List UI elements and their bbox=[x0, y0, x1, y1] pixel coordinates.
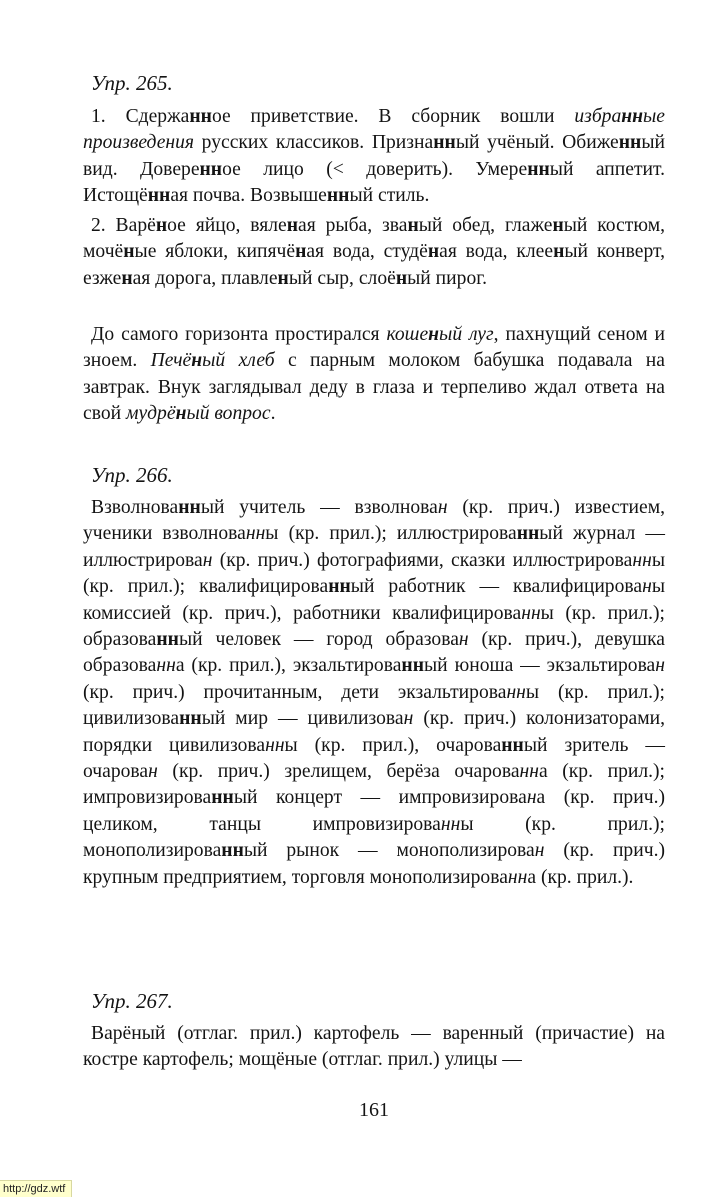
text-segment: ый зритель — очарова bbox=[83, 734, 670, 783]
text-segment: ое лицо (< доверить). Умере bbox=[222, 158, 528, 180]
text-segment: ый костюм, мочё bbox=[83, 215, 670, 263]
text-segment: (кр. прич.) известием, ученики взволнова bbox=[83, 497, 670, 545]
text-segment: Варёный (отглаг. прил.) картофель — варенный (причастие) на костре картофель; мощёные (отглаг. прил.) улицы — bbox=[83, 1023, 670, 1071]
text-segment: ый концерт — импровизирова bbox=[233, 787, 527, 809]
text-segment: ы (кр. прил.); квалифицирова bbox=[83, 549, 670, 598]
exercise-paragraph bbox=[83, 322, 670, 428]
text-segment: ый человек — город образова bbox=[178, 629, 459, 651]
exercise-paragraph bbox=[83, 495, 670, 891]
text-segment: мудрё bbox=[126, 403, 176, 425]
text-segment: нн bbox=[516, 523, 540, 545]
text-segment: Взволнова bbox=[91, 497, 179, 518]
text-segment: а (кр. прич.) целиком, танцы импровизирова bbox=[83, 787, 670, 835]
text-segment: н bbox=[148, 761, 158, 783]
text-segment: (кр. прич.) прочитанным, дети экзальтирова bbox=[83, 655, 670, 703]
text-segment: н bbox=[403, 708, 414, 730]
text-segment: нн bbox=[221, 840, 244, 862]
text-segment: 2. Варё bbox=[91, 215, 156, 236]
text-segment: нн bbox=[401, 655, 425, 677]
text-segment: н bbox=[642, 576, 652, 598]
text-segment: 1. Сдержа bbox=[91, 106, 190, 127]
text-segment: н bbox=[155, 215, 168, 236]
text-segment: нн bbox=[245, 523, 266, 545]
text-segment: коше bbox=[386, 324, 429, 345]
text-segment: н bbox=[552, 215, 564, 236]
text-segment: ое яйцо, вяле bbox=[167, 215, 287, 236]
text-segment: ы (кр. прил.); монополизирова bbox=[83, 813, 670, 862]
text-segment: н bbox=[395, 267, 408, 289]
text-segment: н bbox=[407, 215, 419, 236]
exercise-paragraph bbox=[83, 213, 670, 292]
text-segment: н bbox=[526, 787, 537, 809]
text-segment: ая вода, клее bbox=[439, 241, 554, 263]
text-segment: ый мир — цивилизова bbox=[201, 708, 404, 730]
text-segment: , пахнущий сеном и зноем. bbox=[83, 324, 670, 372]
text-segment: ый учёный. Обиже bbox=[455, 132, 619, 154]
text-segment: а (кр. прил.), экзальтирова bbox=[175, 655, 402, 677]
text-segment: нн bbox=[618, 132, 642, 154]
text-segment: н bbox=[534, 840, 545, 862]
text-segment: ый юноша — экзальтирова bbox=[424, 655, 656, 677]
text-segment: нн bbox=[156, 655, 176, 677]
text-segment: а (кр. прил.). bbox=[527, 866, 634, 888]
text-segment: нн bbox=[156, 629, 179, 651]
text-segment: ый хлеб bbox=[202, 350, 275, 372]
text-segment: ые произведения bbox=[83, 106, 665, 154]
text-segment: нн bbox=[147, 185, 171, 207]
text-segment: ый обед, глаже bbox=[418, 215, 553, 236]
text-segment: нн bbox=[199, 158, 223, 180]
text-segment: с парным молоком бабушка подавала на завтрак. Внук заглядывал деду в глаза и терпеливо ждал ответа на свой bbox=[83, 350, 670, 425]
text-segment: (кр. прич.), девушка образова bbox=[83, 629, 670, 677]
text-segment: н bbox=[123, 241, 135, 263]
text-segment: ый аппетит. Истощё bbox=[83, 158, 670, 207]
text-segment: н bbox=[286, 215, 299, 236]
exercise-paragraph bbox=[83, 1021, 670, 1074]
text-segment: н bbox=[427, 241, 440, 263]
text-segment: н bbox=[121, 267, 133, 289]
text-segment: нн bbox=[328, 576, 351, 598]
watermark-link[interactable]: http://gdz.wtf bbox=[0, 1180, 72, 1197]
text-segment: ая вода, студё bbox=[306, 241, 428, 263]
text-segment: н bbox=[553, 241, 565, 263]
text-segment: ый рынок — монополизирова bbox=[243, 840, 535, 862]
text-segment: нн bbox=[507, 866, 528, 888]
page-number: 161 bbox=[359, 1099, 389, 1121]
text-segment: н bbox=[191, 350, 203, 372]
text-segment: (кр. прич.) зрелищем, берёза очарова bbox=[157, 761, 520, 783]
text-segment: ое приветствие. В сборник вошли bbox=[211, 106, 575, 127]
text-segment: ый учитель — взволнова bbox=[200, 497, 438, 518]
text-segment: ый работник — квалифицирова bbox=[350, 576, 643, 598]
text-segment: ая дорога, плавле bbox=[132, 267, 278, 289]
text-segment: нн bbox=[189, 106, 212, 127]
text-segment: нн bbox=[621, 106, 644, 127]
text-segment: ы (кр. прил.); цивилизова bbox=[83, 681, 670, 730]
text-segment: избра bbox=[574, 106, 622, 127]
text-segment: (кр. прич.) фотографиями, сказки иллюстрирова bbox=[212, 549, 633, 571]
text-segment: (кр. прич.) крупным предприятием, торговля монополизирова bbox=[83, 840, 670, 888]
text-segment: ы комиссией (кр. прич.), работники квалифицирова bbox=[83, 576, 670, 624]
text-segment: ый журнал — иллюстрирова bbox=[83, 523, 670, 571]
text-segment: ый вид. Довере bbox=[83, 132, 670, 180]
text-segment: нн bbox=[501, 734, 524, 756]
exercise-title: Упр. 265. bbox=[91, 71, 173, 95]
text-segment: нн bbox=[265, 734, 285, 756]
text-segment: нн bbox=[433, 132, 456, 154]
text-segment: нн bbox=[527, 158, 550, 180]
text-segment: русских классиков. Призна bbox=[194, 132, 434, 154]
text-segment: ые яблоки, кипячё bbox=[134, 241, 296, 263]
text-segment: . bbox=[270, 403, 276, 425]
text-segment: нн bbox=[211, 787, 234, 809]
text-segment: н bbox=[458, 629, 469, 651]
text-segment: нн bbox=[632, 549, 652, 571]
text-segment: ая рыба, зва bbox=[298, 215, 408, 236]
text-segment: ы (кр. прил.); образова bbox=[83, 602, 670, 651]
text-segment: ый вопрос bbox=[186, 403, 271, 425]
text-segment: ы (кр. прил.), очарова bbox=[284, 734, 502, 756]
text-segment: н bbox=[428, 324, 440, 345]
text-segment: (кр. прич.) колонизаторами, порядки цивилизова bbox=[83, 708, 670, 756]
text-segment: нн bbox=[178, 497, 201, 518]
text-segment: До самого горизонта простирался bbox=[91, 324, 387, 345]
exercise-title: Упр. 267. bbox=[91, 989, 173, 1013]
text-segment: ая почва. Возвыше bbox=[170, 185, 327, 207]
text-segment: нн bbox=[519, 761, 539, 783]
text-segment: ый сыр, слоё bbox=[288, 267, 396, 289]
text-segment: а (кр. прил.); импровизирова bbox=[83, 761, 670, 809]
text-segment: н bbox=[437, 497, 448, 518]
text-segment: н bbox=[175, 403, 187, 425]
text-segment: ый луг bbox=[439, 324, 494, 345]
text-segment: ый стиль. bbox=[349, 185, 430, 207]
text-segment: нн bbox=[506, 681, 526, 703]
text-segment: Печё bbox=[150, 350, 192, 372]
text-segment: н bbox=[277, 267, 289, 289]
text-segment: н bbox=[295, 241, 307, 263]
text-segment: ый конверт, езже bbox=[83, 241, 670, 289]
text-segment: ы (кр. прил.); иллюстрирова bbox=[265, 523, 517, 545]
exercise-title: Упр. 266. bbox=[91, 463, 173, 487]
text-segment: н bbox=[202, 549, 213, 571]
exercise-paragraph bbox=[83, 104, 670, 210]
text-segment: н bbox=[655, 655, 665, 677]
text-segment: нн bbox=[179, 708, 202, 730]
text-segment: нн bbox=[326, 185, 350, 207]
text-segment: нн bbox=[440, 813, 461, 835]
text-segment: нн bbox=[521, 602, 541, 624]
text-segment: ый пирог. bbox=[407, 267, 487, 289]
